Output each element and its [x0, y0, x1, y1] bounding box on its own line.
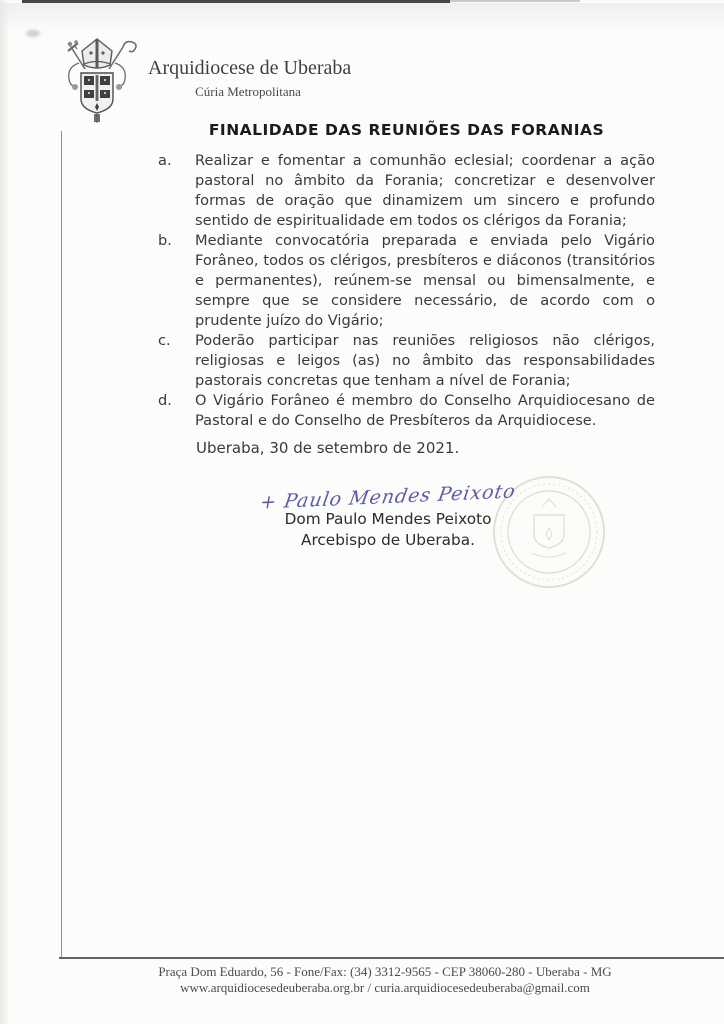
list-item-a	[158, 151, 655, 231]
list-text: Realizar e fomentar a comunhão eclesial; coordenar a ação pastoral no âmbito da Forania; concretizar e desenvolver formas de oração que dinamizem um sincero e profundo sentido de espiritualidade em todos os clérigos da Forania;	[195, 152, 655, 229]
dateline: Uberaba, 30 de setembro de 2021.	[196, 439, 460, 457]
episcopal-coat-of-arms-icon	[55, 35, 139, 127]
list-marker: c.	[158, 332, 171, 349]
scan-smudge-artifact	[26, 30, 40, 37]
org-name: Arquidiocese de Uberaba	[148, 57, 352, 79]
list-marker: a.	[158, 152, 172, 169]
footer-rule	[59, 957, 724, 959]
list-text: O Vigário Forâneo é membro do Conselho Arquidiocesano de Pastoral e do Conselho de Presbíteros da Arquidiocese.	[195, 392, 655, 429]
signature-block	[228, 480, 548, 551]
page-footer	[60, 964, 710, 996]
document-title: FINALIDADE DAS REUNIÕES DAS FORANIAS	[208, 121, 605, 139]
list-item-b	[158, 231, 655, 331]
org-subtitle: Cúria Metropolitana	[195, 84, 301, 99]
scan-edge-artifact	[450, 0, 580, 2]
document-body-list	[158, 151, 655, 431]
scan-edge-artifact	[0, 3, 724, 33]
letterhead	[148, 56, 352, 100]
signatory-role: Arcebispo de Uberaba.	[300, 531, 475, 549]
scan-edge-artifact	[0, 0, 10, 1024]
footer-web: www.arquidiocesedeuberaba.org.br / curia.arquidiocesedeuberaba@gmail.com	[180, 980, 590, 995]
list-item-c	[158, 331, 655, 391]
left-margin-rule	[61, 131, 62, 959]
list-marker: b.	[158, 232, 172, 249]
list-marker: d.	[158, 392, 172, 409]
signature-handwriting: + Paulo Mendes Peixoto	[258, 480, 518, 514]
list-item-d	[158, 391, 655, 431]
list-text: Mediante convocatória preparada e enviada pelo Vigário Forâneo, todos os clérigos, presbíteros e diáconos (transitórios e permanentes), reúnem-se mensal ou bimensalmente, e sempre que se considere necessário, de acordo com o prudente juízo do Vigário;	[195, 232, 655, 329]
signatory-name: Dom Paulo Mendes Peixoto	[284, 510, 492, 528]
footer-address: Praça Dom Eduardo, 56 - Fone/Fax: (34) 3312-9565 - CEP 38060-280 - Uberaba - MG	[158, 964, 612, 979]
list-text: Poderão participar nas reuniões religiosos não clérigos, religiosas e leigos (as) no âmbito das responsabilidades pastorais concretas que tenham a nível de Forania;	[195, 332, 655, 389]
